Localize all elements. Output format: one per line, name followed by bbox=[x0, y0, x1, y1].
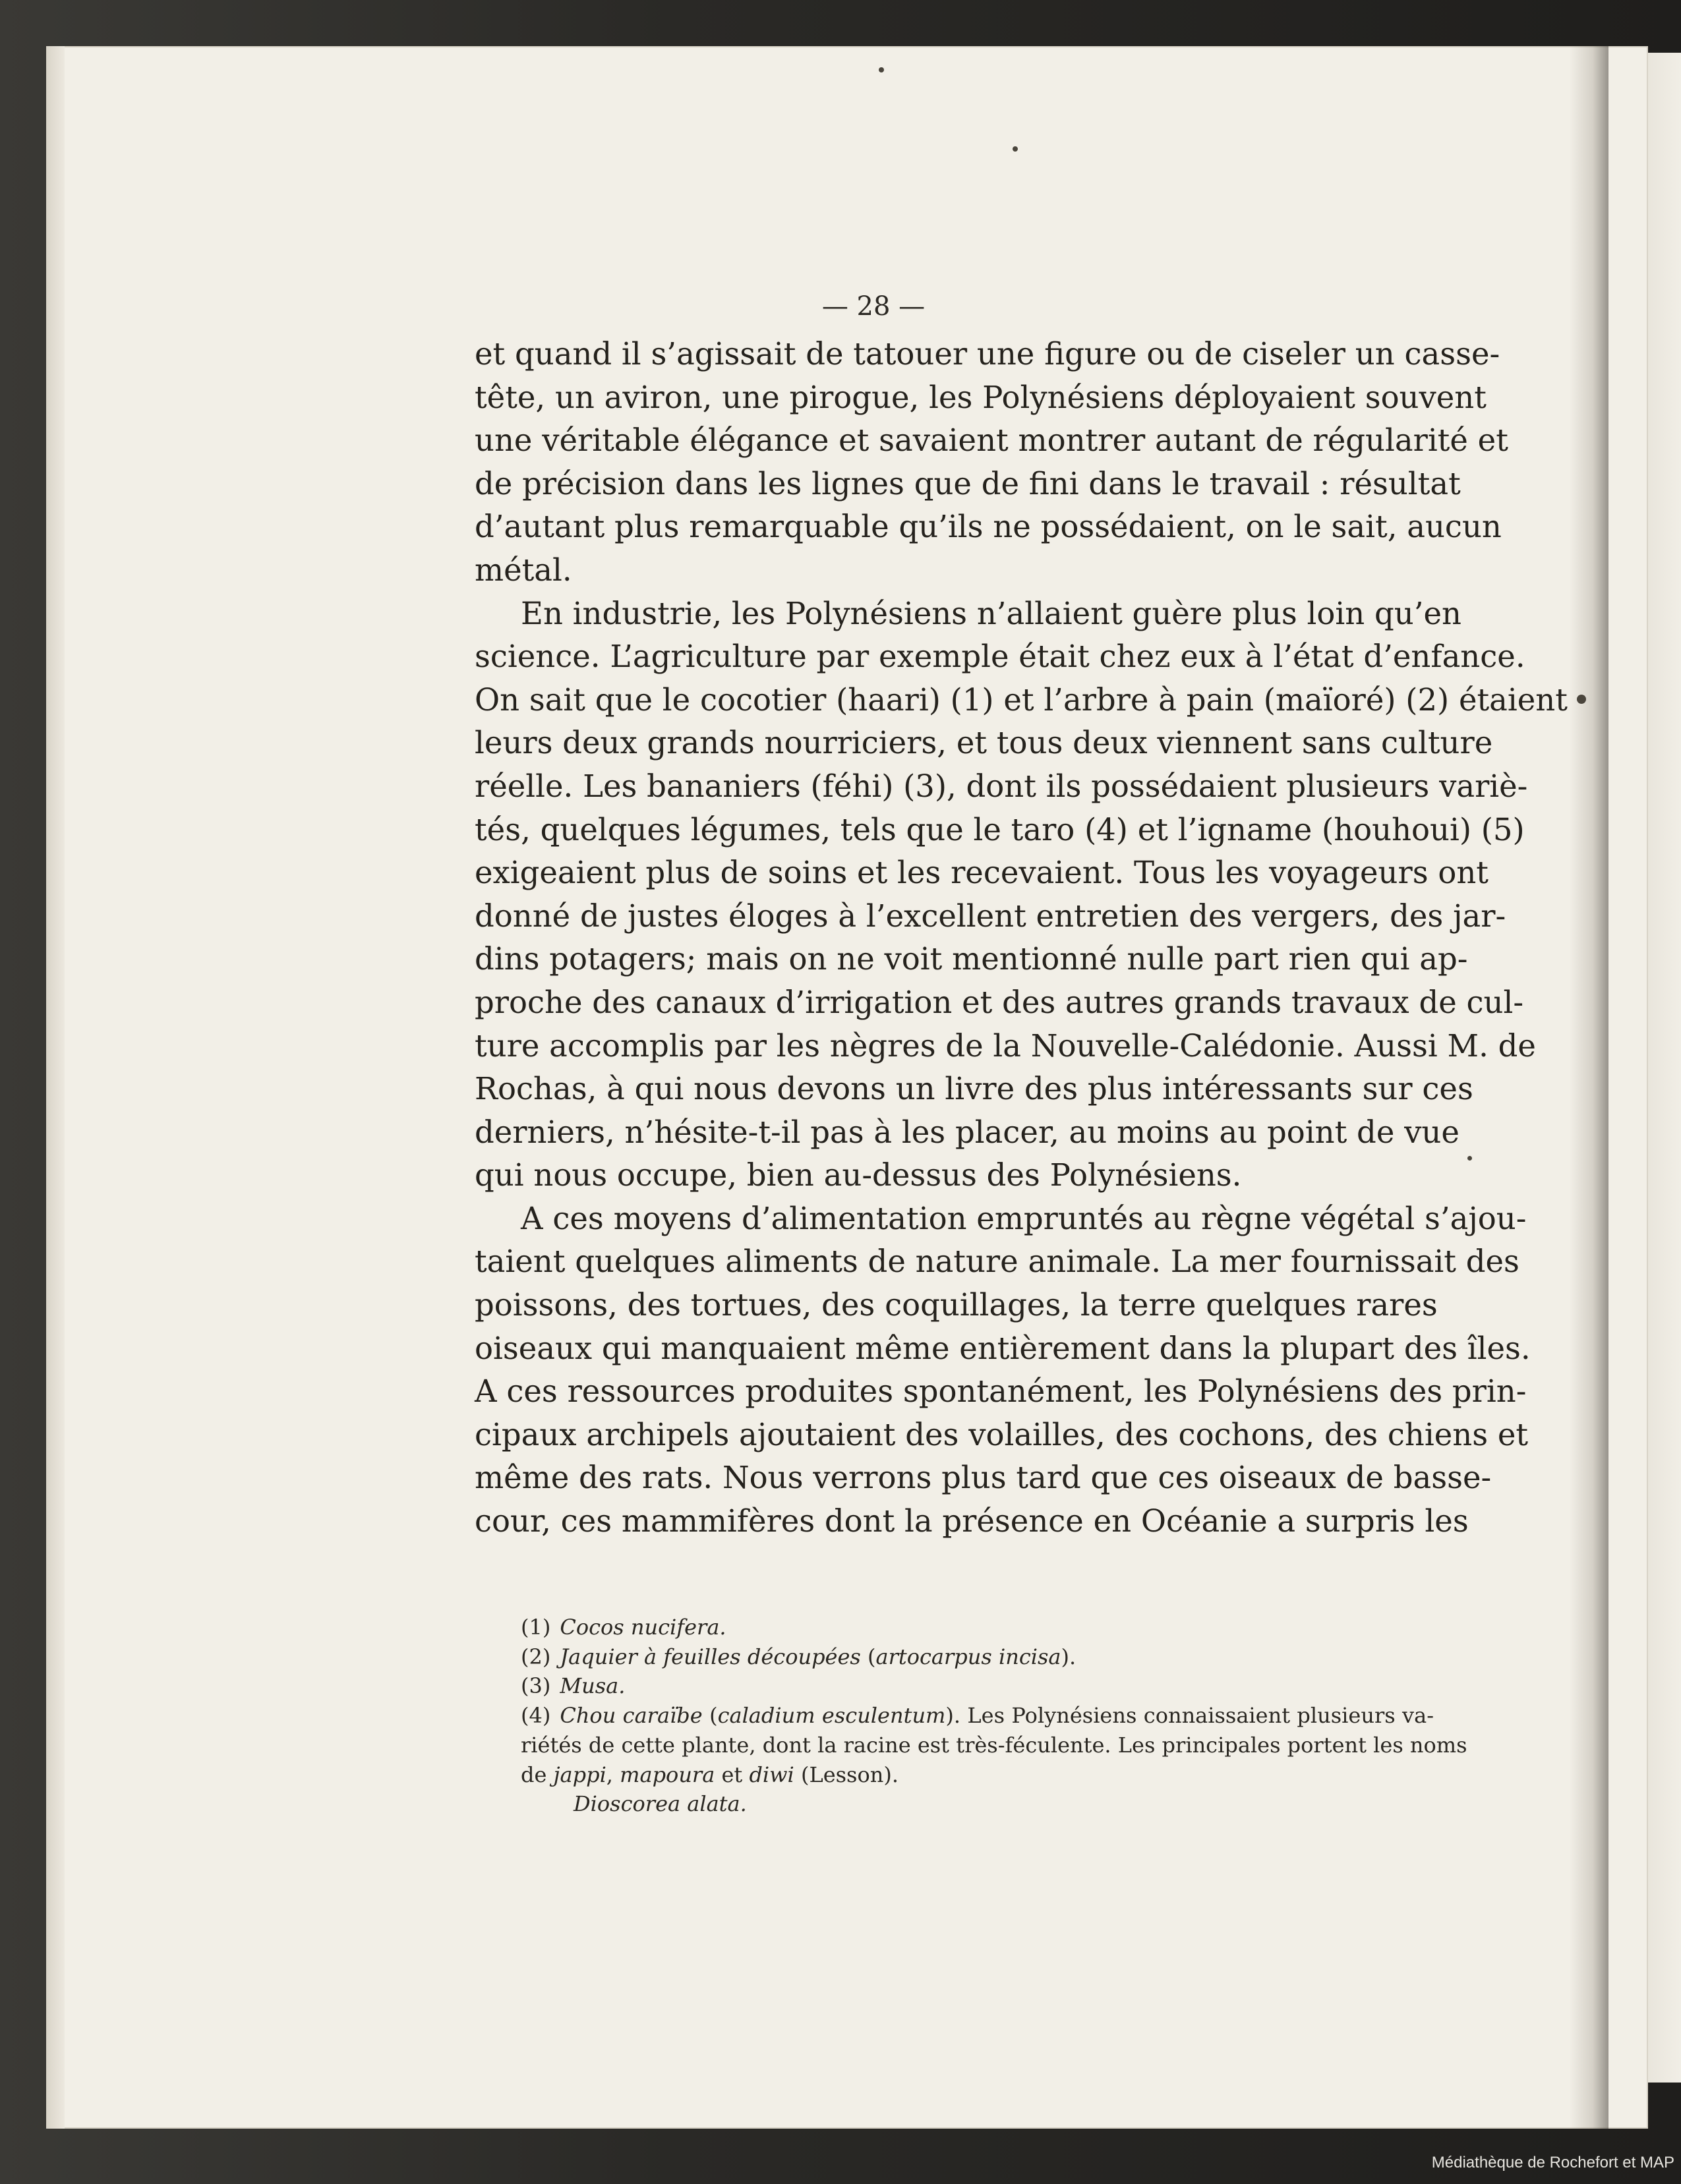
text-line: tête, un aviron, une pirogue, les Polynésiens déployaient souvent bbox=[475, 379, 1487, 415]
text-line: d’autant plus remarquable qu’ils ne possédaient, on le sait, aucun bbox=[475, 509, 1502, 545]
text-line: une véritable élégance et savaient montrer autant de régularité et bbox=[475, 422, 1508, 459]
footnote-text: ). Les Polynésiens connaissaient plusieurs va- bbox=[945, 1703, 1434, 1729]
footnote-text: Cocos nucifera. bbox=[560, 1615, 726, 1640]
footnote-3 bbox=[521, 1671, 1434, 1701]
text-line: et quand il s’agissait de tatouer une figure ou de ciseler un casse- bbox=[475, 336, 1500, 372]
footnote-text: jappi bbox=[553, 1762, 606, 1787]
footnote-text: Dioscorea alata. bbox=[574, 1791, 747, 1817]
footnote-1 bbox=[521, 1613, 1434, 1642]
text-line: exigeaient plus de soins et les recevaient. Tous les voyageurs ont bbox=[475, 855, 1489, 891]
text-line: Rochas, à qui nous devons un livre des plus intéressants sur ces bbox=[475, 1071, 1473, 1107]
footnote-4-continued: riétés de cette plante, dont la racine est très-féculente. Les principales portent les noms bbox=[521, 1732, 1467, 1758]
footnote-text: , bbox=[606, 1762, 620, 1787]
footnote-number: (2) bbox=[521, 1644, 551, 1669]
footnote-4-continued bbox=[521, 1760, 1434, 1790]
text-line: En industrie, les Polynésiens n’allaient guère plus loin qu’en bbox=[521, 595, 1461, 631]
text-line: A ces ressources produites spontanément, les Polynésiens des prin- bbox=[475, 1373, 1527, 1410]
footnote-text: ( bbox=[702, 1703, 718, 1729]
footnote-4 bbox=[521, 1701, 1434, 1731]
footnote-text: Chou caraïbe bbox=[560, 1703, 703, 1729]
paper-speck bbox=[1013, 146, 1018, 152]
text-line: poissons, des tortues, des coquillages, la terre quelques rares bbox=[475, 1287, 1438, 1323]
text-line: ture accomplis par les nègres de la Nouvelle-Calédonie. Aussi M. de bbox=[475, 1027, 1536, 1064]
footnote-text: (Lesson). bbox=[794, 1762, 899, 1787]
body-text bbox=[475, 333, 1568, 1543]
footnote-text: Jaquier à feuilles découpées bbox=[560, 1644, 861, 1669]
footnote-text: de bbox=[521, 1762, 554, 1787]
paper-speck bbox=[879, 67, 884, 72]
footnote-text: diwi bbox=[749, 1762, 794, 1787]
footnotes bbox=[521, 1613, 1467, 1819]
text-line: donné de justes éloges à l’excellent entretien des vergers, des jar- bbox=[475, 898, 1506, 934]
scan-credit: Médiathèque de Rochefort et MAP bbox=[1431, 2154, 1674, 2171]
footnote-text: mapoura bbox=[620, 1762, 715, 1787]
text-line: oiseaux qui manquaient même entièrement dans la plupart des îles. bbox=[475, 1330, 1531, 1366]
page-left-edge bbox=[46, 46, 65, 2129]
footnote-text: caladium esculentum bbox=[717, 1703, 946, 1729]
page-number: — 28 — bbox=[821, 291, 926, 322]
footnote-text: et bbox=[715, 1762, 750, 1787]
footnote-5 bbox=[521, 1789, 1434, 1819]
paper-speck bbox=[1577, 695, 1586, 704]
text-line: A ces moyens d’alimentation empruntés au règne végétal s’ajou- bbox=[521, 1200, 1527, 1236]
text-line: science. L’agriculture par exemple était chez eux à l’état d’enfance. bbox=[475, 639, 1525, 675]
footnote-number: (1) bbox=[521, 1615, 551, 1640]
text-line: métal. bbox=[475, 552, 572, 588]
footnote-text: artocarpus incisa bbox=[875, 1644, 1061, 1669]
text-line: taient quelques aliments de nature animale. La mer fournissait des bbox=[475, 1244, 1519, 1280]
text-line: même des rats. Nous verrons plus tard que ces oiseaux de basse- bbox=[475, 1460, 1492, 1496]
text-line: qui nous occupe, bien au-dessus des Polynésiens. bbox=[475, 1157, 1242, 1193]
text-line: On sait que le cocotier (haari) (1) et l’arbre à pain (maïoré) (2) étaient bbox=[475, 681, 1568, 718]
text-line: réelle. Les bananiers (féhi) (3), dont ils possédaient plusieurs variè- bbox=[475, 768, 1528, 804]
page-gutter-shadow bbox=[1569, 46, 1608, 2129]
footnote-text: ( bbox=[860, 1644, 876, 1669]
text-line: cipaux archipels ajoutaient des volailles, des cochons, des chiens et bbox=[475, 1416, 1529, 1452]
text-line: proche des canaux d’irrigation et des autres grands travaux de cul- bbox=[475, 984, 1524, 1020]
paper-speck bbox=[1467, 1156, 1472, 1161]
text-line: de précision dans les lignes que de fini dans le travail : résultat bbox=[475, 465, 1461, 502]
text-line: dins potagers; mais on ne voit mentionné nulle part rien qui ap- bbox=[475, 941, 1468, 977]
text-line: cour, ces mammifères dont la présence en Océanie a surpris les bbox=[475, 1503, 1469, 1539]
text-line: tés, quelques légumes, tels que le taro (4) et l’igname (houhoui) (5) bbox=[475, 811, 1525, 848]
footnote-text: ). bbox=[1061, 1644, 1076, 1669]
text-line: derniers, n’hésite-t-il pas à les placer, au moins au point de vue bbox=[475, 1114, 1460, 1150]
footnote-2 bbox=[521, 1642, 1434, 1672]
footnote-text: Musa. bbox=[560, 1673, 626, 1699]
footnote-number: (4) bbox=[521, 1703, 551, 1729]
footnote-number: (3) bbox=[521, 1673, 551, 1699]
text-line: leurs deux grands nourriciers, et tous deux viennent sans culture bbox=[475, 725, 1493, 761]
